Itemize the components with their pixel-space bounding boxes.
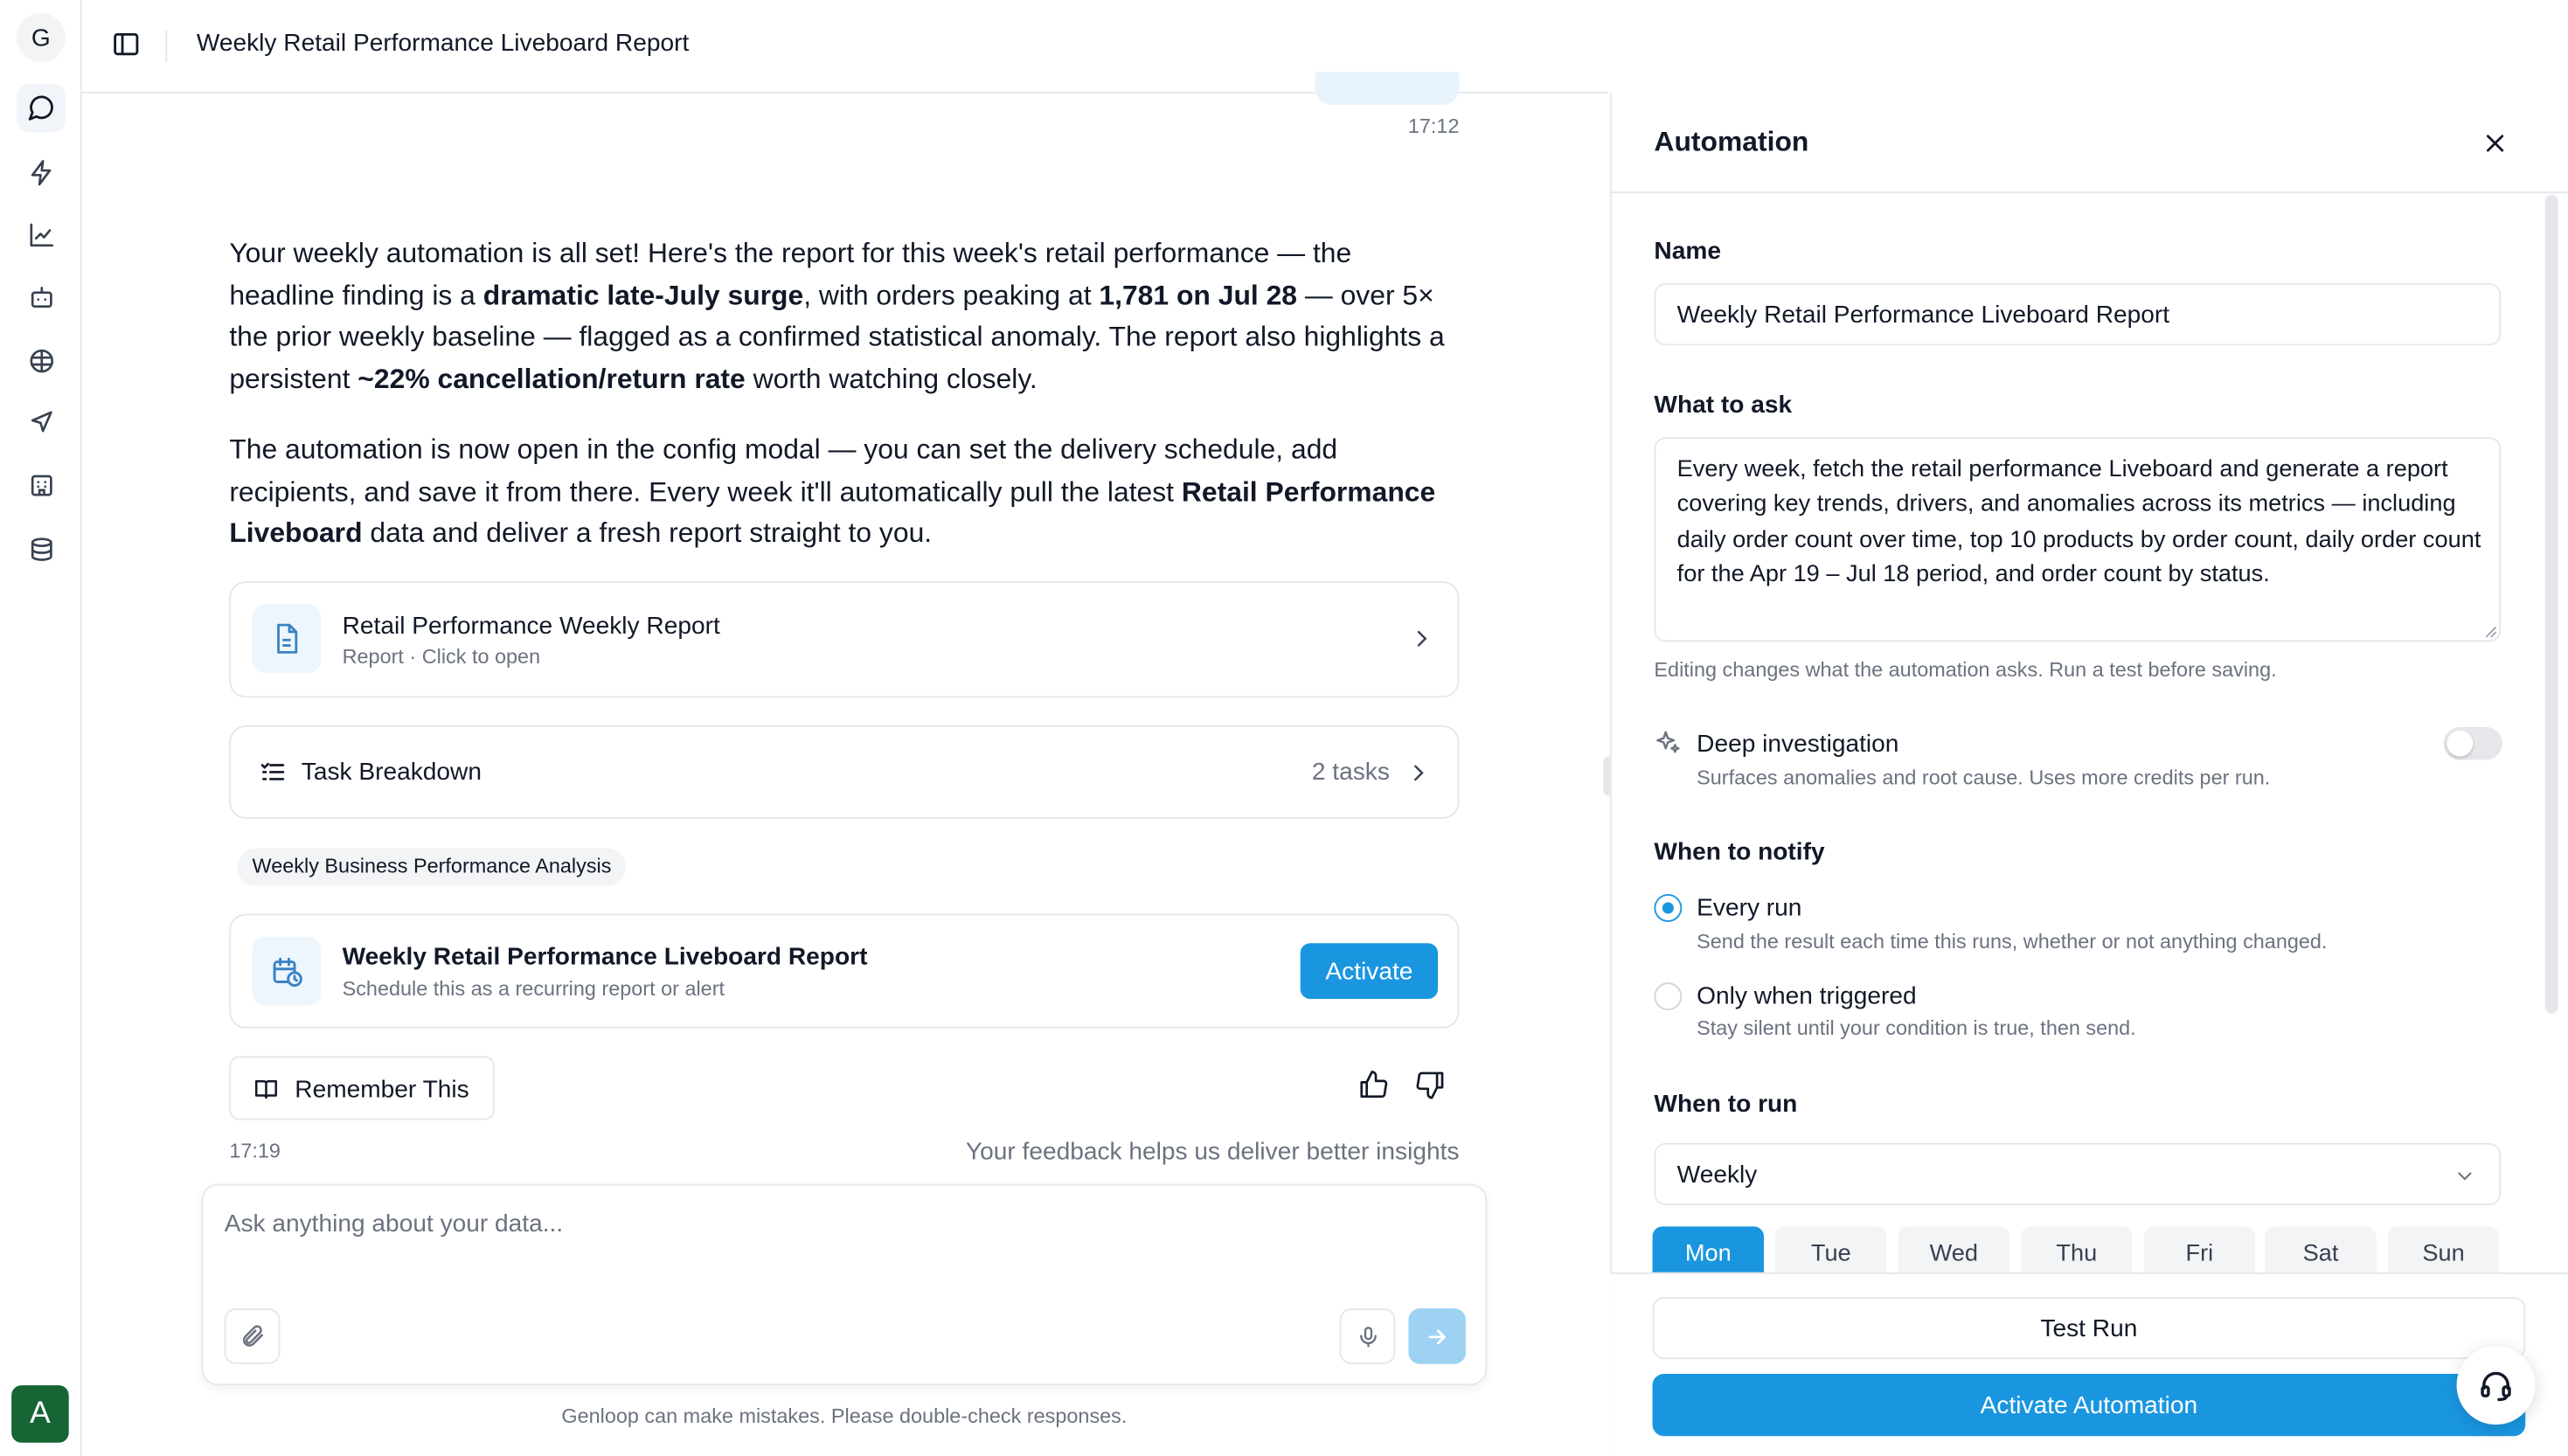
report-subtitle: Report · Click to open	[342, 645, 541, 669]
database-icon[interactable]	[17, 524, 66, 573]
task-count: 2 tasks	[1311, 758, 1390, 787]
name-label: Name	[1654, 237, 1721, 266]
automation-card	[229, 914, 1459, 1029]
user-avatar[interactable]: A	[11, 1385, 69, 1443]
list-icon	[259, 759, 287, 787]
remember-this-button[interactable]	[229, 1057, 495, 1120]
sidebar-toggle-icon[interactable]	[111, 30, 141, 59]
task-breakdown-label: Task Breakdown	[301, 758, 482, 787]
assistant-paragraph-2: The automation is now open in the config modal — you can set the delivery schedule, add recipients, and save it from there. Every week it'll automatically pull the latest Retail Performance Liveboard data and deliver a fresh report straight to you.	[229, 433, 1436, 550]
day-fri[interactable]: Fri	[2144, 1226, 2255, 1272]
task-breakdown[interactable]	[229, 725, 1459, 819]
report-card[interactable]	[229, 581, 1459, 697]
divider	[165, 30, 167, 62]
microphone-button[interactable]	[1340, 1308, 1396, 1364]
assistant-paragraph-1: Your weekly automation is all set! Here's the report for this week's retail performance — the headline finding is a dramatic late-July surge, with orders peaking at 1,781 on Jul 28 — over 5× the prior weekly baseline — flagged as a confirmed statistical anomaly. The report also highlights a persistent ~22% cancellation/return rate worth watching closely.	[229, 237, 1445, 395]
what-to-ask-value: Every week, fetch the retail performance Liveboard and generate a report covering key trends, drivers, and anomalies across its metrics — including daily order count over time, top 10 products by order count, daily order count for the Apr 19 – Jul 18 period, and order count by status.	[1676, 456, 2481, 589]
feedback-note: Your feedback helps us deliver better insights	[965, 1138, 1460, 1167]
analysis-tag[interactable]: Weekly Business Performance Analysis	[238, 849, 627, 886]
name-field[interactable]	[1654, 283, 2501, 345]
radio-only-when-triggered[interactable]	[1654, 982, 1682, 1010]
chat-icon[interactable]	[17, 84, 66, 133]
chevron-right-icon	[1410, 627, 1433, 650]
chat-input-box	[201, 1184, 1487, 1385]
chat-input[interactable]: Ask anything about your data...	[224, 1210, 564, 1238]
paperclip-icon	[239, 1323, 266, 1349]
chevron-right-icon	[1407, 761, 1430, 784]
headset-icon	[2478, 1368, 2514, 1404]
chart-icon[interactable]	[17, 210, 66, 259]
document-icon	[253, 604, 322, 673]
send-icon[interactable]	[17, 396, 66, 445]
day-thu[interactable]: Thu	[2021, 1226, 2132, 1272]
previous-message-bubble	[1315, 72, 1460, 104]
activate-button[interactable]: Activate	[1301, 943, 1438, 999]
disclaimer: Genloop can make mistakes. Please double-check responses.	[561, 1404, 1128, 1428]
remember-this-label: Remember This	[295, 1076, 469, 1104]
when-to-notify-label: When to notify	[1654, 838, 1825, 867]
deep-investigation-toggle[interactable]	[2444, 727, 2502, 759]
test-run-button[interactable]: Test Run	[1653, 1297, 2526, 1359]
day-tue[interactable]: Tue	[1775, 1226, 1886, 1272]
bookmark-book-icon	[253, 1076, 281, 1102]
resize-grip-icon[interactable]	[2484, 626, 2497, 639]
scrollbar[interactable]	[2545, 195, 2558, 1014]
ask-hint: Editing changes what the automation asks. Run a test before saving.	[1654, 658, 2277, 682]
every-run-desc: Send the result each time this runs, whether or not anything changed.	[1697, 930, 2328, 953]
building-icon[interactable]	[17, 461, 66, 510]
what-to-ask-label: What to ask	[1654, 391, 1793, 419]
radio-dot	[1662, 902, 1674, 913]
automation-card-subtitle: Schedule this as a recurring report or alert	[342, 977, 725, 1001]
send-button[interactable]	[1408, 1308, 1466, 1364]
panel-footer	[1610, 1272, 2568, 1456]
deep-investigation-label: Deep investigation	[1697, 730, 1899, 759]
activate-automation-button[interactable]: Activate Automation	[1653, 1374, 2526, 1436]
support-button[interactable]	[2457, 1346, 2536, 1425]
only-when-triggered-label[interactable]: Only when triggered	[1697, 982, 1917, 1011]
workspace-logo[interactable]: G	[17, 13, 66, 62]
close-icon[interactable]	[2483, 131, 2508, 156]
panel-title: Automation	[1654, 126, 1809, 157]
message-time: 17:19	[229, 1140, 281, 1163]
deep-investigation-desc: Surfaces anomalies and root cause. Uses more credits per run.	[1697, 766, 2271, 790]
calendar-clock-icon	[253, 937, 322, 1006]
day-selector	[1610, 1134, 2544, 1272]
message-time: 17:12	[1407, 114, 1460, 138]
page-title: Weekly Retail Performance Liveboard Report	[196, 29, 690, 58]
thumbs-down-icon[interactable]	[1415, 1070, 1447, 1101]
report-title: Retail Performance Weekly Report	[342, 612, 720, 641]
arrow-right-icon	[1425, 1324, 1449, 1349]
day-sun[interactable]: Sun	[2388, 1226, 2499, 1272]
brain-icon[interactable]	[17, 336, 66, 385]
divider	[1612, 191, 2568, 193]
frequency-value: Weekly	[1676, 1161, 1758, 1189]
day-wed[interactable]: Wed	[1898, 1226, 2009, 1272]
name-field-value: Weekly Retail Performance Liveboard Report	[1676, 301, 2170, 329]
microphone-icon	[1355, 1324, 1379, 1349]
automation-card-title: Weekly Retail Performance Liveboard Report	[342, 943, 868, 972]
sparkles-icon	[1654, 729, 1682, 757]
only-when-triggered-desc: Stay silent until your condition is true, then send.	[1697, 1016, 2136, 1040]
thumbs-up-icon[interactable]	[1357, 1070, 1389, 1101]
every-run-label[interactable]: Every run	[1697, 894, 1802, 922]
when-to-run-label: When to run	[1654, 1090, 1798, 1119]
radio-every-run[interactable]	[1654, 894, 1682, 922]
day-sat[interactable]: Sat	[2265, 1226, 2376, 1272]
day-mon[interactable]: Mon	[1653, 1226, 1764, 1272]
what-to-ask-textarea[interactable]	[1654, 437, 2501, 641]
left-rail	[0, 0, 82, 1456]
toggle-knob	[2447, 731, 2473, 757]
bot-icon[interactable]	[17, 272, 66, 321]
attach-button[interactable]	[225, 1308, 281, 1364]
lightning-icon[interactable]	[17, 148, 66, 197]
